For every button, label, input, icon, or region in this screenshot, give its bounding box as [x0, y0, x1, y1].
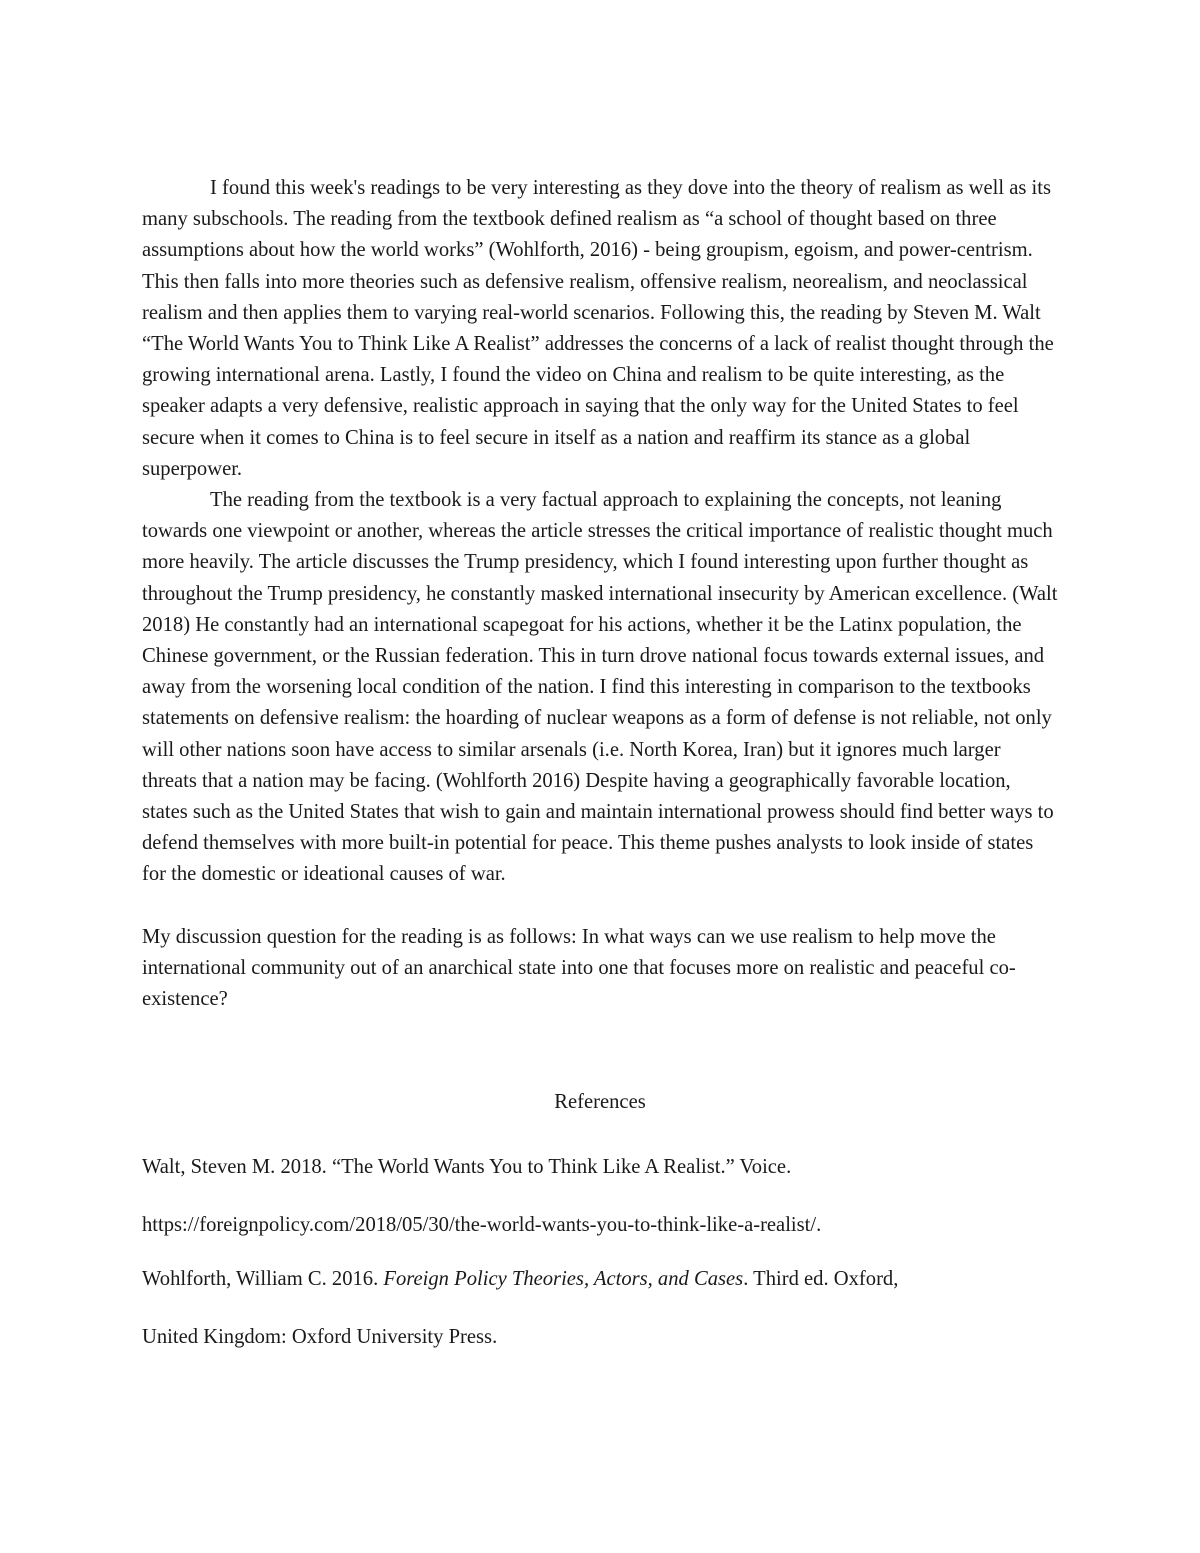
reference-entry-walt	[142, 1138, 1058, 1254]
reference-walt-url: https://foreignpolicy.com/2018/05/30/the-world-wants-you-to-think-like-a-realist/.	[142, 1214, 822, 1237]
discussion-question: My discussion question for the reading is as follows: In what ways can we use realism to help move the international community out of an anarchical state into one that focuses more on realistic and peaceful co-existence?	[142, 925, 1016, 1011]
reference-wohlforth-citation	[142, 1250, 1058, 1308]
reference-wohlforth-edition: . Third ed. Oxford,	[743, 1268, 899, 1291]
body-paragraph-1: I found this week's readings to be very interesting as they dove into the theory of realism as well as its many subschools. The reading from the textbook defined realism as “a school of thought based on three assumptions about how the world works” (Wohlforth, 2016) - being groupism, egoism, and power-centrism. This then falls into more theories such as defensive realism, offensive realism, neorealism, and neoclassical realism and then applies them to varying real-world scenarios. Following this, the reading by Steven M. Walt “The World Wants You to Think Like A Realist” addresses the concerns of a lack of realist thought through the growing international arena. Lastly, I found the video on China and realism to be quite interesting, as the speaker adapts a very defensive, realistic approach in saying that the only way for the United States to feel secure when it comes to China is to feel secure in itself as a nation and reaffirm its stance as a global superpower.	[142, 177, 1054, 480]
reference-wohlforth-publisher: United Kingdom: Oxford University Press.	[142, 1326, 498, 1349]
reference-wohlforth-author: Wohlforth, William C. 2016.	[142, 1268, 384, 1291]
reference-entry-wohlforth	[142, 1250, 1058, 1366]
reference-walt-citation: Walt, Steven M. 2018. “The World Wants You to Think Like A Realist.” Voice.	[142, 1156, 792, 1179]
document-body	[142, 173, 1058, 1366]
reference-wohlforth-title: Foreign Policy Theories, Actors, and Cases	[383, 1268, 744, 1291]
body-paragraph-2: The reading from the textbook is a very factual approach to explaining the concepts, not leaning towards one viewpoint or another, whereas the article stresses the critical importance of realistic thought much more heavily. The article discusses the Trump presidency, which I found interesting upon further thought as throughout the Trump presidency, he constantly masked international insecurity by American excellence. (Walt 2018) He constantly had an international scapegoat for his actions, whether it be the Latinx population, the Chinese government, or the Russian federation. This in turn drove national focus towards external issues, and away from the worsening local condition of the nation. I find this interesting in comparison to the textbooks statements on defensive realism: the hoarding of nuclear weapons as a form of defense is not reliable, not only will other nations soon have access to similar arsenals (i.e. North Korea, Iran) but it ignores much larger threats that a nation may be facing. (Wohlforth 2016) Despite having a geographically favorable location, states such as the United States that wish to gain and maintain international prowess should find better ways to defend themselves with more built-in potential for peace. This theme pushes analysts to look inside of states for the domestic or ideational causes of war.	[142, 489, 1058, 886]
references-heading: References	[554, 1091, 646, 1114]
